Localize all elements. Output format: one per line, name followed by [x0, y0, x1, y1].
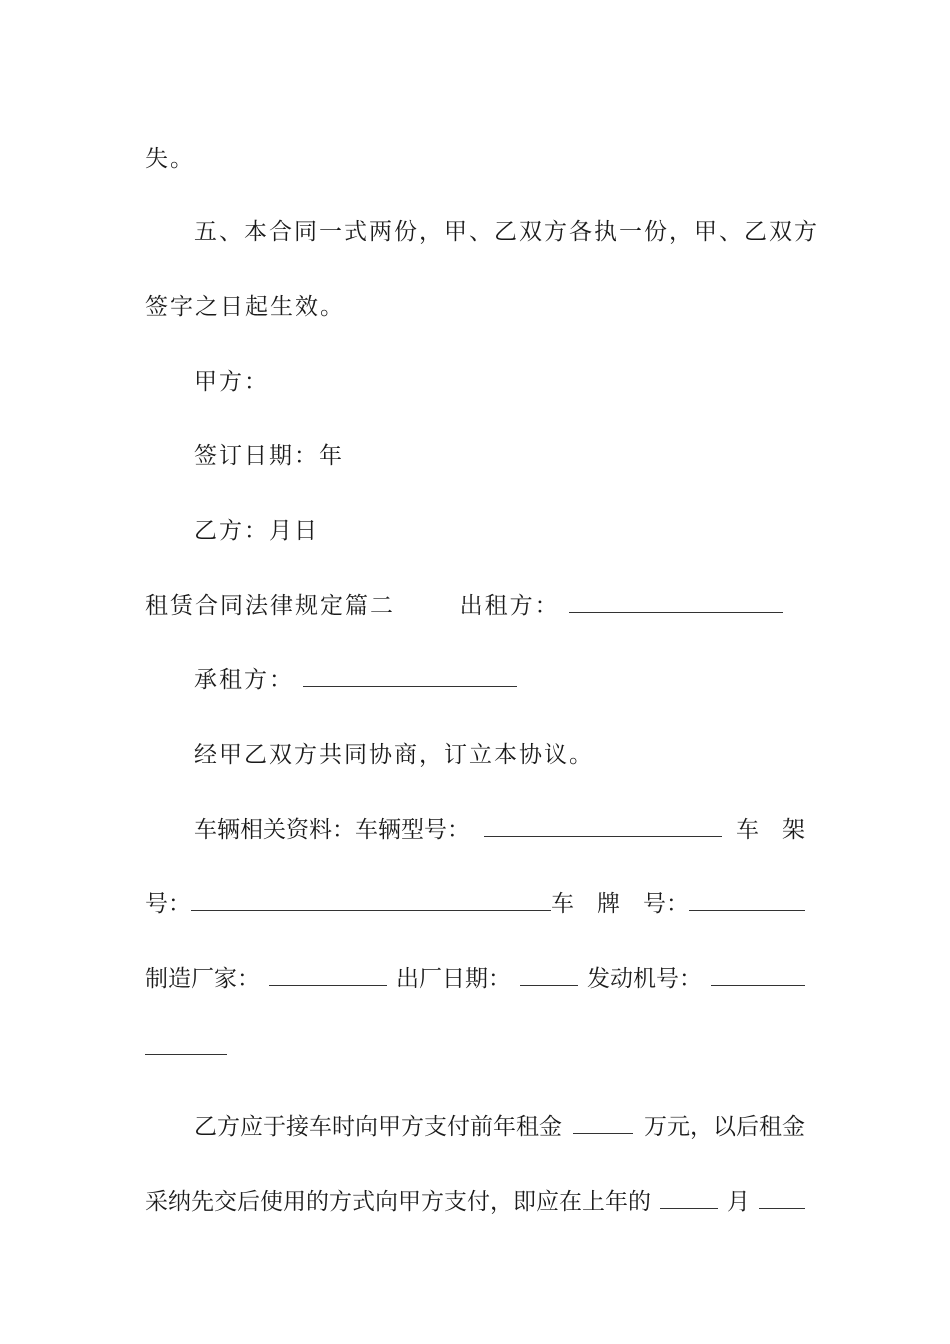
text-line-2: 五、本合同一式两份，甲、乙双方各执一份，甲、乙双方 [194, 219, 819, 245]
rent-text-1: 乙方应于接车时向甲方支付前年租金 [194, 1114, 562, 1140]
plate-label: 车 牌 号： [551, 891, 689, 917]
vehicle-info-line-2 [145, 885, 805, 918]
factory-date-blank [520, 984, 578, 986]
factory-date-label: 出厂日期： [396, 966, 511, 992]
rent-amount-blank [573, 1132, 633, 1134]
plate-blank [689, 909, 805, 911]
vehicle-info-line-3 [145, 960, 805, 993]
rent-line-1 [194, 1108, 805, 1141]
rent-line-2 [145, 1183, 805, 1216]
lessor-blank [569, 611, 783, 613]
lessee-line [194, 661, 517, 694]
frame-no-blank [191, 909, 551, 911]
lessee-blank [303, 685, 517, 687]
agreement-line: 经甲乙双方共同协商，订立本协议。 [194, 742, 594, 768]
vehicle-model-label: 车辆相关资料：车辆型号： [194, 817, 470, 843]
engine-no-blank [711, 984, 805, 986]
vehicle-info-line-1 [194, 811, 805, 844]
section-heading: 租赁合同法律规定篇二 [145, 593, 395, 619]
party-a-label: 甲方： [194, 369, 269, 395]
lessor-label: 出租方： [459, 593, 560, 619]
sign-date-label: 签订日期：年 [194, 443, 344, 469]
engine-no-blank-2 [145, 1053, 227, 1055]
text-line-3: 签字之日起生效。 [145, 294, 345, 320]
frame-no-label: 号： [145, 891, 191, 917]
text-line-1: 失。 [145, 146, 195, 172]
rent-text-3: 采纳先交后使用的方式向甲方支付，即应在上年的 [145, 1189, 651, 1215]
party-b-label: 乙方：月日 [194, 518, 319, 544]
rent-text-2: 万元，以后租金 [644, 1114, 805, 1140]
lessee-label: 承租方： [194, 667, 294, 693]
day-blank [759, 1207, 805, 1209]
engine-no-label: 发动机号： [587, 966, 702, 992]
manufacturer-blank [269, 984, 387, 986]
frame-label: 车 架 [736, 817, 805, 843]
engine-no-continuation [145, 1035, 227, 1061]
manufacturer-label: 制造厂家： [145, 966, 260, 992]
rent-text-4: 月 [727, 1189, 750, 1215]
vehicle-model-blank [484, 835, 722, 837]
section-heading-line [145, 587, 783, 620]
month-blank [660, 1207, 718, 1209]
